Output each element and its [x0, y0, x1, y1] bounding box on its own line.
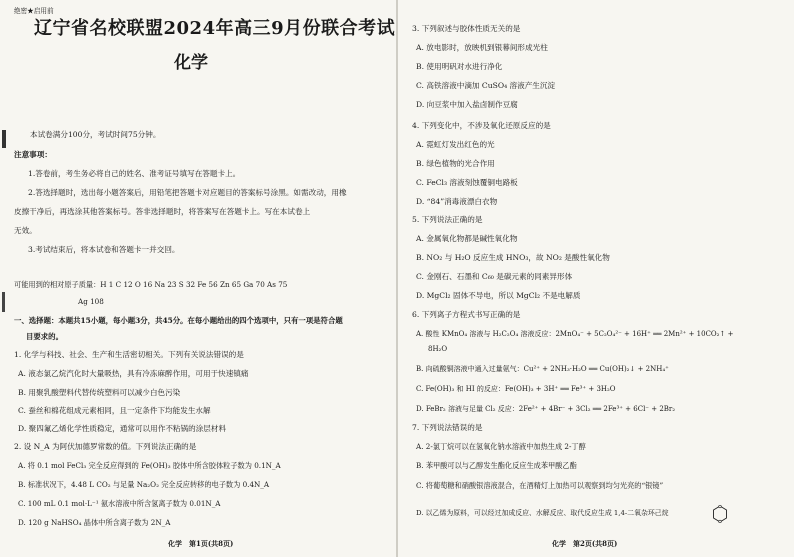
question-5-option-c: C. 金刚石、石墨和 C₆₀ 是碳元素的同素异形体 — [416, 272, 573, 281]
question-7-stem: 7. 下列说法错误的是 — [412, 423, 483, 432]
question-4-option-b: B. 绿色植物的光合作用 — [416, 159, 495, 168]
question-4-stem: 4. 下列变化中，不涉及氧化还原反应的是 — [412, 121, 551, 130]
exam-title: 辽宁省名校联盟2024年高三9月份联合考试 — [34, 18, 396, 39]
question-6-option-a-cont: 8H₂O — [428, 345, 448, 353]
question-4-option-a: A. 霓虹灯发出红色的光 — [416, 140, 495, 149]
question-3-option-b: B. 使用明矾对水进行净化 — [416, 62, 503, 71]
question-5-option-b: B. NO₂ 与 H₂O 反应生成 HNO₃，故 NO₂ 是酸性氧化物 — [416, 253, 610, 262]
page-footer: 化学 第2页(共8页) — [552, 539, 618, 548]
atomic-masses: 可能用到的相对原子质量：H 1 C 12 O 16 Na 23 S 32 Fe 56 Zn 65 Ga 70 As 75 — [14, 280, 288, 289]
question-1-option-a: A. 液态氯乙烷汽化时大量吸热，具有冷冻麻醉作用，可用于快速镇痛 — [18, 369, 249, 378]
exam-page-1 — [0, 0, 396, 557]
confidential-label: 绝密★启用前 — [14, 7, 54, 15]
question-3-stem: 3. 下列叙述与胶体性质无关的是 — [412, 24, 521, 33]
question-2-option-b: B. 标准状况下，4.48 L CO₂ 与足量 Na₂O₂ 完全反应转移的电子数为 0.4N_A — [18, 480, 270, 489]
question-7-option-b: B. 苯甲酸可以与乙醇发生酯化反应生成苯甲酸乙酯 — [416, 461, 577, 470]
subject-heading: 化学 — [174, 53, 208, 73]
question-7-option-a: A. 2-氯丁烷可以在氢氧化钠水溶液中加热生成 2-丁醇 — [416, 442, 586, 451]
question-2-option-a: A. 将 0.1 mol FeCl₃ 完全反应得到的 Fe(OH)₃ 胶体中所含胶体粒子数为 0.1N_A — [18, 461, 281, 470]
question-1-option-d: D. 聚四氟乙烯化学性质稳定，通常可以用作不粘锅的涂层材料 — [18, 424, 227, 433]
section-heading: 一、选择题：本题共15小题，每小题3分，共45分。在每小题给出的四个选项中，只有一项是符合题 — [14, 316, 343, 325]
question-1-option-b: B. 用聚乳酸塑料代替传统塑料可以减少白色污染 — [18, 388, 181, 397]
question-6-option-b: B. 向硫酸铜溶液中通入过量氨气：Cu²⁺ + 2NH₃·H₂O ══ Cu(OH)₂↓ + 2NH₄⁺ — [416, 365, 669, 373]
question-2-option-d: D. 120 g NaHSO₄ 晶体中所含离子数为 2N_A — [18, 518, 171, 527]
binding-margin-mark — [2, 292, 5, 312]
dioxane-ring-icon — [712, 505, 728, 523]
question-3-option-d: D. 向豆浆中加入盐卤制作豆腐 — [416, 100, 518, 109]
question-3-option-a: A. 放电影时，放映机到银幕间形成光柱 — [416, 43, 548, 52]
notice-item: 无效。 — [14, 226, 37, 235]
question-6-option-a: A. 酸性 KMnO₄ 溶液与 H₂C₂O₄ 溶液反应：2MnO₄⁻ + 5C₂O₄²⁻ + 16H⁺ ══ 2Mn²⁺ + 10CO₂↑ + — [416, 330, 734, 338]
question-5-stem: 5. 下列说法正确的是 — [412, 215, 483, 224]
notice-item: 3.考试结束后，将本试卷和答题卡一并交回。 — [28, 245, 180, 254]
question-3-option-c: C. 高铁溶液中滴加 CuSO₄ 溶液产生沉淀 — [416, 81, 556, 90]
question-6-option-c: C. Fe(OH)₃ 和 HI 的反应：Fe(OH)₃ + 3H⁺ ══ Fe³⁺ + 3H₂O — [416, 385, 616, 393]
page-footer: 化学 第1页(共8页) — [168, 539, 234, 548]
notice-item: 2.答选择题时，选出每小题答案后，用铅笔把答题卡对应题目的答案标号涂黑。如需改动，用橡 — [28, 188, 347, 197]
question-4-option-c: C. FeCl₃ 溶液刻蚀覆铜电路板 — [416, 178, 518, 187]
binding-margin-mark — [2, 130, 6, 148]
question-1-stem: 1. 化学与科技、社会、生产和生活密切相关。下列有关说法错误的是 — [14, 350, 244, 359]
question-5-option-d: D. MgCl₂ 固体不导电，所以 MgCl₂ 不是电解质 — [416, 291, 581, 300]
question-7-option-d: D. 以乙烯为原料，可以经过加成反应、水解反应、取代反应生成 1,4-二氧杂环己烷 — [416, 509, 669, 517]
notice-item: 1.答卷前，考生务必将自己的姓名、准考证号填写在答题卡上。 — [28, 169, 241, 178]
notice-item: 皮擦干净后，再选涂其他答案标号。答非选择题时，将答案写在答题卡上。写在本试卷上 — [14, 207, 311, 216]
question-7-option-c: C. 将葡萄糖和硝酸银溶液混合，在酒精灯上加热可以观察到均匀光亮的“银镜” — [416, 481, 664, 490]
question-4-option-d: D. “84”消毒液漂白衣物 — [416, 197, 498, 206]
atomic-masses-cont: Ag 108 — [78, 297, 104, 306]
question-2-stem: 2. 设 N_A 为阿伏加德罗常数的值。下列说法正确的是 — [14, 442, 197, 451]
question-6-option-d: D. FeBr₂ 溶液与足量 Cl₂ 反应：2Fe²⁺ + 4Br⁻ + 3Cl₂ ══ 2Fe³⁺ + 6Cl⁻ + 2Br₂ — [416, 405, 676, 413]
notice-heading: 注意事项： — [14, 150, 52, 159]
exam-page-2 — [398, 0, 794, 557]
question-2-option-c: C. 100 mL 0.1 mol·L⁻¹ 氨水溶液中所含氢离子数为 0.01N_A — [18, 499, 221, 508]
exam-intro: 本试卷满分100分，考试时间75分钟。 — [30, 130, 161, 139]
question-5-option-a: A. 金属氧化物都是碱性氧化物 — [416, 234, 518, 243]
section-heading-cont: 目要求的。 — [26, 332, 63, 341]
question-1-option-c: C. 蚕丝和棉花组成元素相同，且一定条件下均能发生水解 — [18, 406, 211, 415]
question-6-stem: 6. 下列离子方程式书写正确的是 — [412, 310, 521, 319]
